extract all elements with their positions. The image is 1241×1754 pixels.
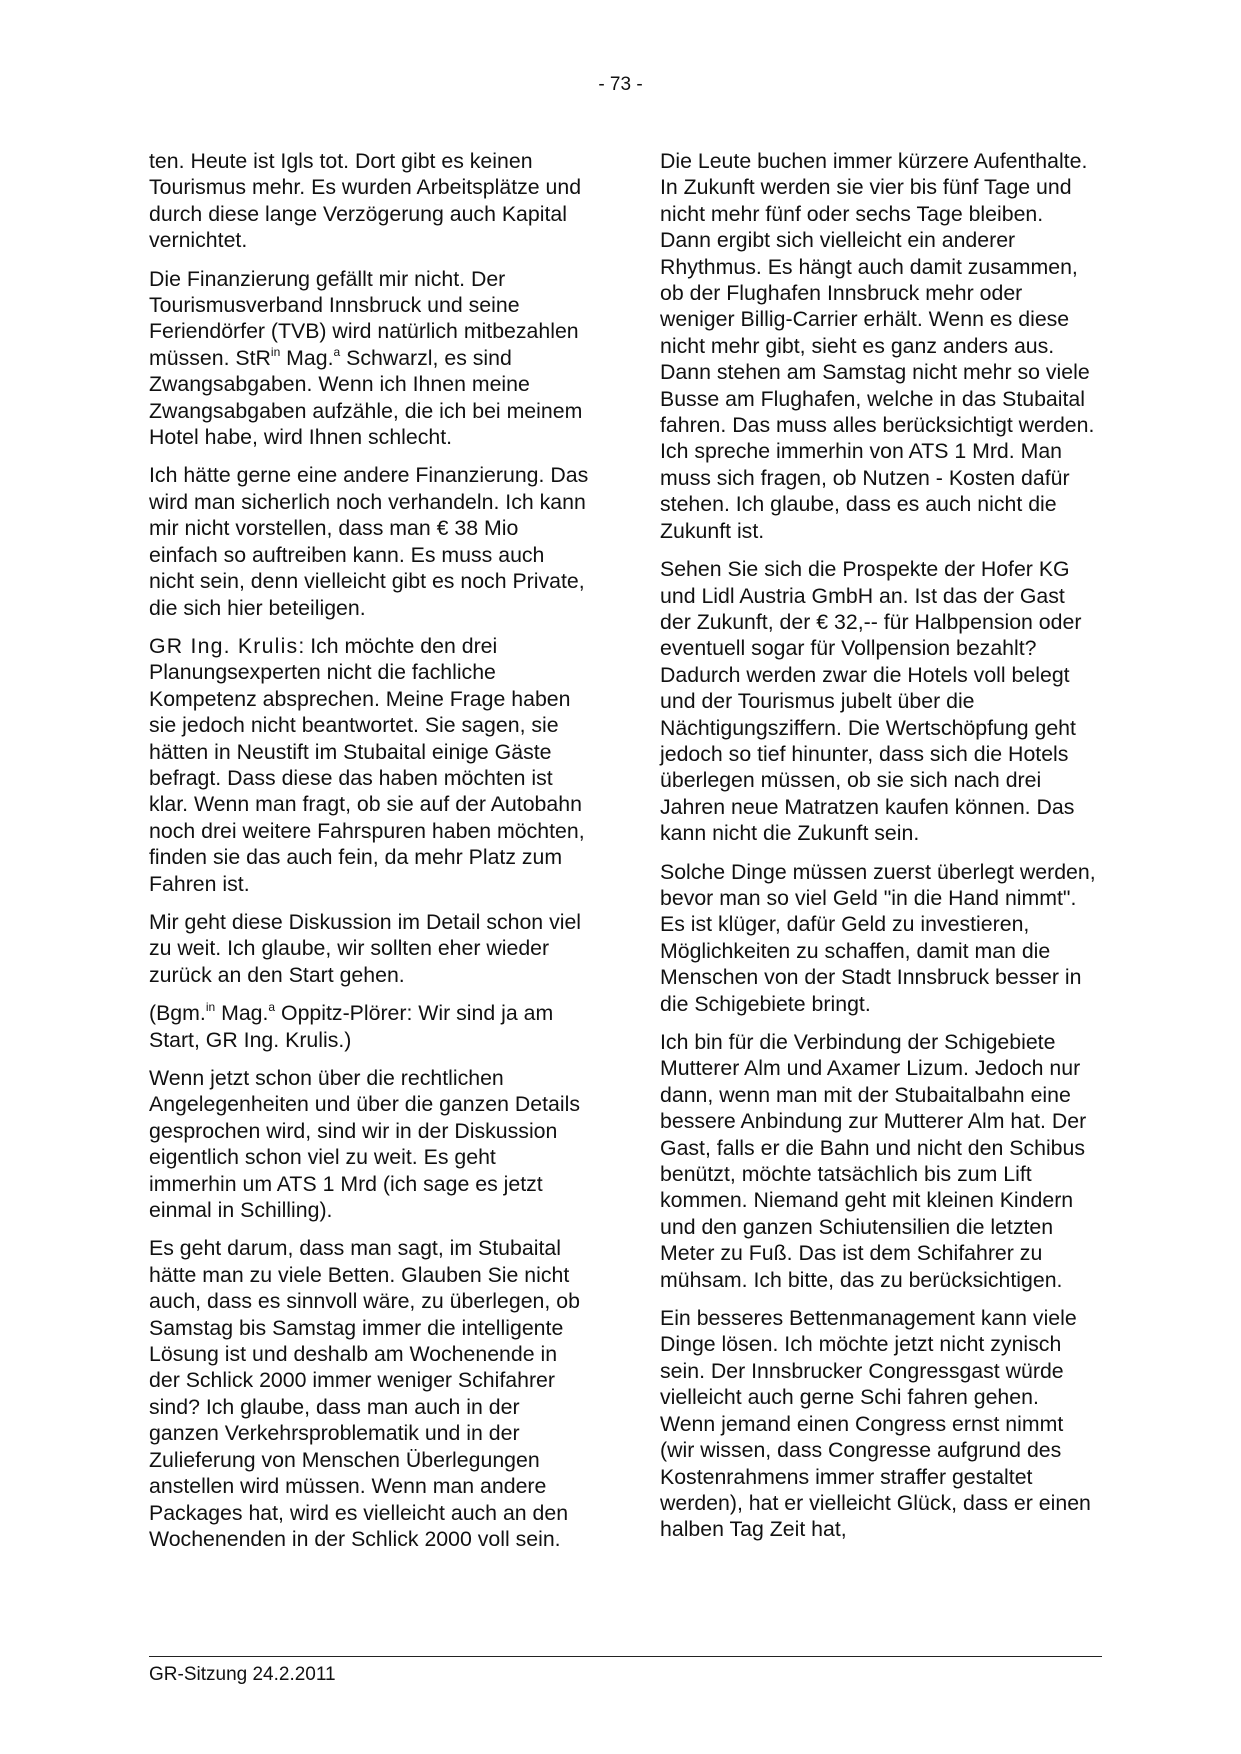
superscript: a <box>333 344 341 359</box>
paragraph-text: Schwarzl, es sind Zwangsabgaben. Wenn ich Ihnen meine Zwangsabgaben aufzähle, die ich bei meinem Hotel habe, wird Ihnen schlecht. <box>149 345 583 450</box>
paragraph: Mir geht diese Diskussion im Detail schon viel zu weit. Ich glaube, wir sollten eher wieder zurück an den Start gehen. <box>149 909 582 987</box>
right-column <box>660 148 1100 1555</box>
paragraph-text: Oppitz-Plörer: Wir sind ja am Start, GR Ing. Krulis.) <box>149 1001 554 1052</box>
superscript: in <box>205 1000 216 1015</box>
footer-divider <box>149 1656 1102 1657</box>
superscript: a <box>268 1000 276 1015</box>
left-column <box>149 148 589 1564</box>
superscript: in <box>270 344 281 359</box>
paragraph: Solche Dinge müssen zuerst überlegt werden, bevor man so viel Geld "in die Hand nimmt". Es ist klüger, dafür Geld zu investieren, Möglichkeiten zu schaffen, damit man die Menschen von der Stadt Innsbruck besser in die Schigebiete bringt. <box>660 859 1096 1016</box>
paragraph <box>149 266 589 451</box>
paragraph-text: : Ich möchte den drei Planungsexperten nicht die fachliche Kompetenz absprechen. Meine Frage haben sie jedoch nicht beantwortet. Sie sagen, sie hätten in Neustift im Stubaital einige Gäste befragt. Dass diese das haben möchten ist klar. Wenn man fragt, ob sie auf der Autobahn noch drei weitere Fahrspuren haben möchten, finden sie das auch fein, da mehr Platz zum Fahren ist. <box>149 633 585 896</box>
paragraph-text: Mag. <box>280 345 334 370</box>
paragraph: Ich bin für die Verbindung der Schigebiete Mutterer Alm und Axamer Lizum. Jedoch nur dann, wenn man mit der Stubaitalbahn eine bessere Anbindung zur Mutterer Alm hat. Der Gast, falls er die Bahn und nicht den Schibus benützt, möchte tatsächlich bis zum Lift kommen. Niemand geht mit kleinen Kindern und den ganzen Schiutensilien die letzten Meter zu Fuß. Das ist dem Schifahrer zu mühsam. Ich bitte, das zu berücksichtigen. <box>660 1030 1087 1292</box>
footer-session-label: GR-Sitzung 24.2.2011 <box>149 1664 336 1685</box>
paragraph-text: Mag. <box>215 1001 269 1026</box>
speaker-name: GR Ing. Krulis <box>149 633 299 658</box>
paragraph <box>149 1000 589 1053</box>
paragraph-text: (Bgm. <box>149 1001 206 1026</box>
paragraph: Wenn jetzt schon über die rechtlichen Angelegenheiten und über die ganzen Details gesprochen wird, sind wir in der Diskussion eigentlich schon viel zu weit. Es geht immerhin um ATS 1 Mrd (ich sage es jetzt einmal in Schilling). <box>149 1066 581 1223</box>
paragraph: Ein besseres Bettenmanagement kann viele Dinge lösen. Ich möchte jetzt nicht zynisch sein. Der Innsbrucker Congressgast würde vielleicht auch gerne Schi fahren gehen. Wenn jemand einen Congress ernst nimmt (wir wissen, dass Congresse aufgrund des Kostenrahmens immer straffer gestaltet werden), hat er vielleicht Glück, dass er einen halben Tag Zeit hat, <box>660 1306 1091 1542</box>
paragraph: Ich hätte gerne eine andere Finanzierung. Das wird man sicherlich noch verhandeln. Ich kann mir nicht vorstellen, dass man € 38 Mio einfach so auftreiben kann. Es muss auch nicht sein, denn vielleicht gibt es noch Private, die sich hier beteiligen. <box>149 463 589 620</box>
paragraph-text: Die Finanzierung gefällt mir nicht. Der Tourismusverband Innsbruck und seine Feriendörfer (TVB) wird natürlich mitbezahlen müssen. StR <box>149 266 579 370</box>
paragraph: Die Leute buchen immer kürzere Aufenthalte. In Zukunft werden sie vier bis fünf Tage und nicht mehr fünf oder sechs Tage bleiben. Dann ergibt sich vielleicht ein anderer Rhythmus. Es hängt auch damit zusammen, ob der Flughafen Innsbruck mehr oder weniger Billig-Carrier erhält. Wenn es diese nicht mehr gibt, sieht es ganz anders aus. Dann stehen am Samstag nicht mehr so viele Busse am Flughafen, welche in das Stubaital fahren. Das muss alles berücksichtigt werden. Ich spreche immerhin von ATS 1 Mrd. Man muss sich fragen, ob Nutzen - Kosten dafür stehen. Ich glaube, dass es auch nicht die Zukunft ist. <box>660 149 1095 543</box>
paragraph: Sehen Sie sich die Prospekte der Hofer KG und Lidl Austria GmbH an. Ist das der Gast der Zukunft, der € 32,-- für Halbpension oder eventuell sogar für Vollpension bezahlt? Dadurch werden zwar die Hotels voll belegt und der Tourismus jubelt über die Nächtigungsziffern. Die Wertschöpfung geht jedoch so tief hinunter, dass sich die Hotels überlegen müssen, ob sie sich nach drei Jahren neue Matratzen kaufen können. Das kann nicht die Zukunft sein. <box>660 557 1082 846</box>
paragraph: ten. Heute ist Igls tot. Dort gibt es keinen Tourismus mehr. Es wurden Arbeitsplätze und durch diese lange Verzögerung auch Kapital vernichtet. <box>149 149 582 253</box>
page-number: - 73 - <box>598 74 643 95</box>
paragraph <box>149 633 589 897</box>
paragraph: Es geht darum, dass man sagt, im Stubaital hätte man zu viele Betten. Glauben Sie nicht auch, dass es sinnvoll wäre, zu überlegen, ob Samstag bis Samstag immer die intelligente Lösung ist und deshalb am Wochenende in der Schlick 2000 immer weniger Schifahrer sind? Ich glaube, dass man auch in der ganzen Verkehrsproblematik und in der Zulieferung von Menschen Überlegungen anstellen wird müssen. Wenn man andere Packages hat, wird es vielleicht auch an den Wochenenden in der Schlick 2000 voll sein. <box>149 1236 580 1551</box>
